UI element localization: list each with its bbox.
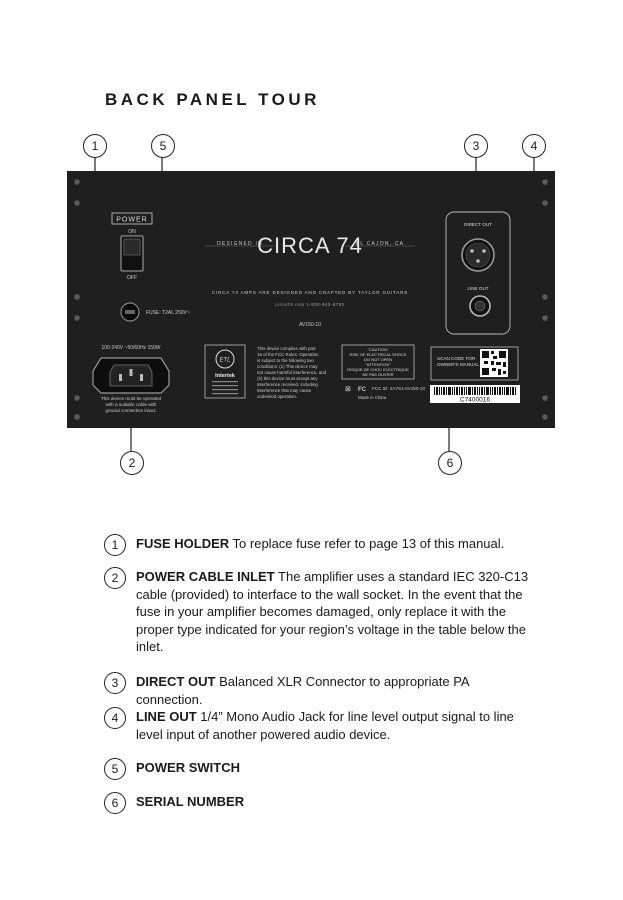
tagline: CIRCA 74 AMPS ARE DESIGNED AND CRAFTED BY TAYLOR GUITARS <box>211 290 409 295</box>
legend-num-1: 1 <box>104 534 126 556</box>
svg-text:conditions: (1) This device ma: conditions: (1) This device may <box>257 364 318 369</box>
voltage-label: 100-240V ~50/60Hz 150W <box>101 345 161 351</box>
intertek-label: Intertek <box>215 373 235 379</box>
serial-number: C7400016 <box>460 396 490 404</box>
ground-note-line-2: with a suitable cable with <box>105 402 157 407</box>
legend-num-5: 5 <box>104 758 126 780</box>
made-in: Made in China <box>358 395 387 400</box>
legend-item-fuse-holder: FUSE HOLDER To replace fuse refer to page 13 of this manual. <box>136 536 505 551</box>
svg-text:"ATTENTION": "ATTENTION" <box>365 362 391 367</box>
legend-num-3: 3 <box>104 672 126 694</box>
location-label: EL CAJON, CA <box>355 241 405 247</box>
svg-text:interference received, includi: interference received, including <box>257 382 318 387</box>
legend-num-4: 4 <box>104 707 126 729</box>
model-label: AV150-10 <box>299 322 321 328</box>
callout-3: 3 <box>464 134 488 158</box>
circa74-logo: CIRCA 74 <box>257 233 363 258</box>
designed-in-label: DESIGNED IN <box>217 241 263 247</box>
switch-on-label: ON <box>128 229 136 235</box>
legend-item-line-out: LINE OUT 1/4” Mono Audio Jack for line level output signal to line level input of another powered audio device. <box>136 709 514 742</box>
callout-2: 2 <box>120 451 144 475</box>
qr-code-icon[interactable] <box>480 349 508 377</box>
svg-text:15 of the FCC Rules. Operation: 15 of the FCC Rules. Operation <box>257 352 319 357</box>
callout-4: 4 <box>522 134 546 158</box>
web-phone: circa74.com 1-800-943-6782 <box>275 302 345 307</box>
svg-text:interference that may cause: interference that may cause <box>257 388 312 393</box>
svg-text:DO NOT OPEN: DO NOT OPEN <box>364 357 392 362</box>
callout-5: 5 <box>151 134 175 158</box>
legend-item-direct-out: DIRECT OUT Balanced XLR Connector to appropriate PA connection. <box>136 674 469 707</box>
legend-item-power-switch: POWER SWITCH <box>136 760 240 775</box>
legend-item-power-cable-inlet: POWER CABLE INLET The amplifier uses a standard IEC 320-C13 cable (provided) to interface to the wall socket. In the event that the fuse in your amplifier becomes damaged, only replace it with the proper type indicated for your region’s voltage in the table below the inlet. <box>136 569 529 654</box>
svg-text:(2) this device must accept an: (2) this device must accept any <box>257 376 318 381</box>
direct-out-label: DIRECT OUT <box>464 222 492 227</box>
svg-text:is subject to the following tw: is subject to the following two <box>257 358 314 363</box>
legend-item-serial-number: SERIAL NUMBER <box>136 794 245 809</box>
callout-6: 6 <box>438 451 462 475</box>
svg-text:This device complies with part: This device complies with part <box>257 346 316 351</box>
page-title: BACK PANEL TOUR <box>105 90 320 109</box>
power-label: POWER <box>116 216 148 224</box>
svg-text:not cause harmful interference: not cause harmful interference, and <box>257 370 327 375</box>
svg-text:"CAUTION": "CAUTION" <box>367 347 389 352</box>
fcc-id: FCC ID: 2A7SJ-AV150-10 <box>372 386 426 391</box>
svg-text:NE PAS OUVRIR: NE PAS OUVRIR <box>362 372 394 377</box>
line-out-label: LINE OUT <box>467 286 489 291</box>
legend-num-6: 6 <box>104 792 126 814</box>
switch-off-label: OFF <box>127 275 137 281</box>
fuse-label: FUSE: T2AL 250V~ <box>146 310 190 316</box>
fcc-logo: FC <box>358 387 366 393</box>
svg-text:RISQUE DE CHOC ELECTRIQUE: RISQUE DE CHOC ELECTRIQUE <box>347 367 409 372</box>
ground-note-line-3: ground connection intact. <box>105 408 157 413</box>
scan-code-line-2: OWNER'S MANUAL <box>437 362 479 367</box>
svg-text:RISK OF ELECTRICAL SHOCK: RISK OF ELECTRICAL SHOCK <box>349 352 407 357</box>
etl-logo-mark: ETL <box>219 357 231 364</box>
callout-1: 1 <box>83 134 107 158</box>
svg-text:undesired operation.: undesired operation. <box>257 394 298 399</box>
weee-icon: ⊠ <box>345 386 351 393</box>
ground-note-line-1: This device must be operated <box>100 396 162 401</box>
scan-code-line-1: SCAN CODE FOR <box>437 356 476 361</box>
legend-num-2: 2 <box>104 567 126 589</box>
